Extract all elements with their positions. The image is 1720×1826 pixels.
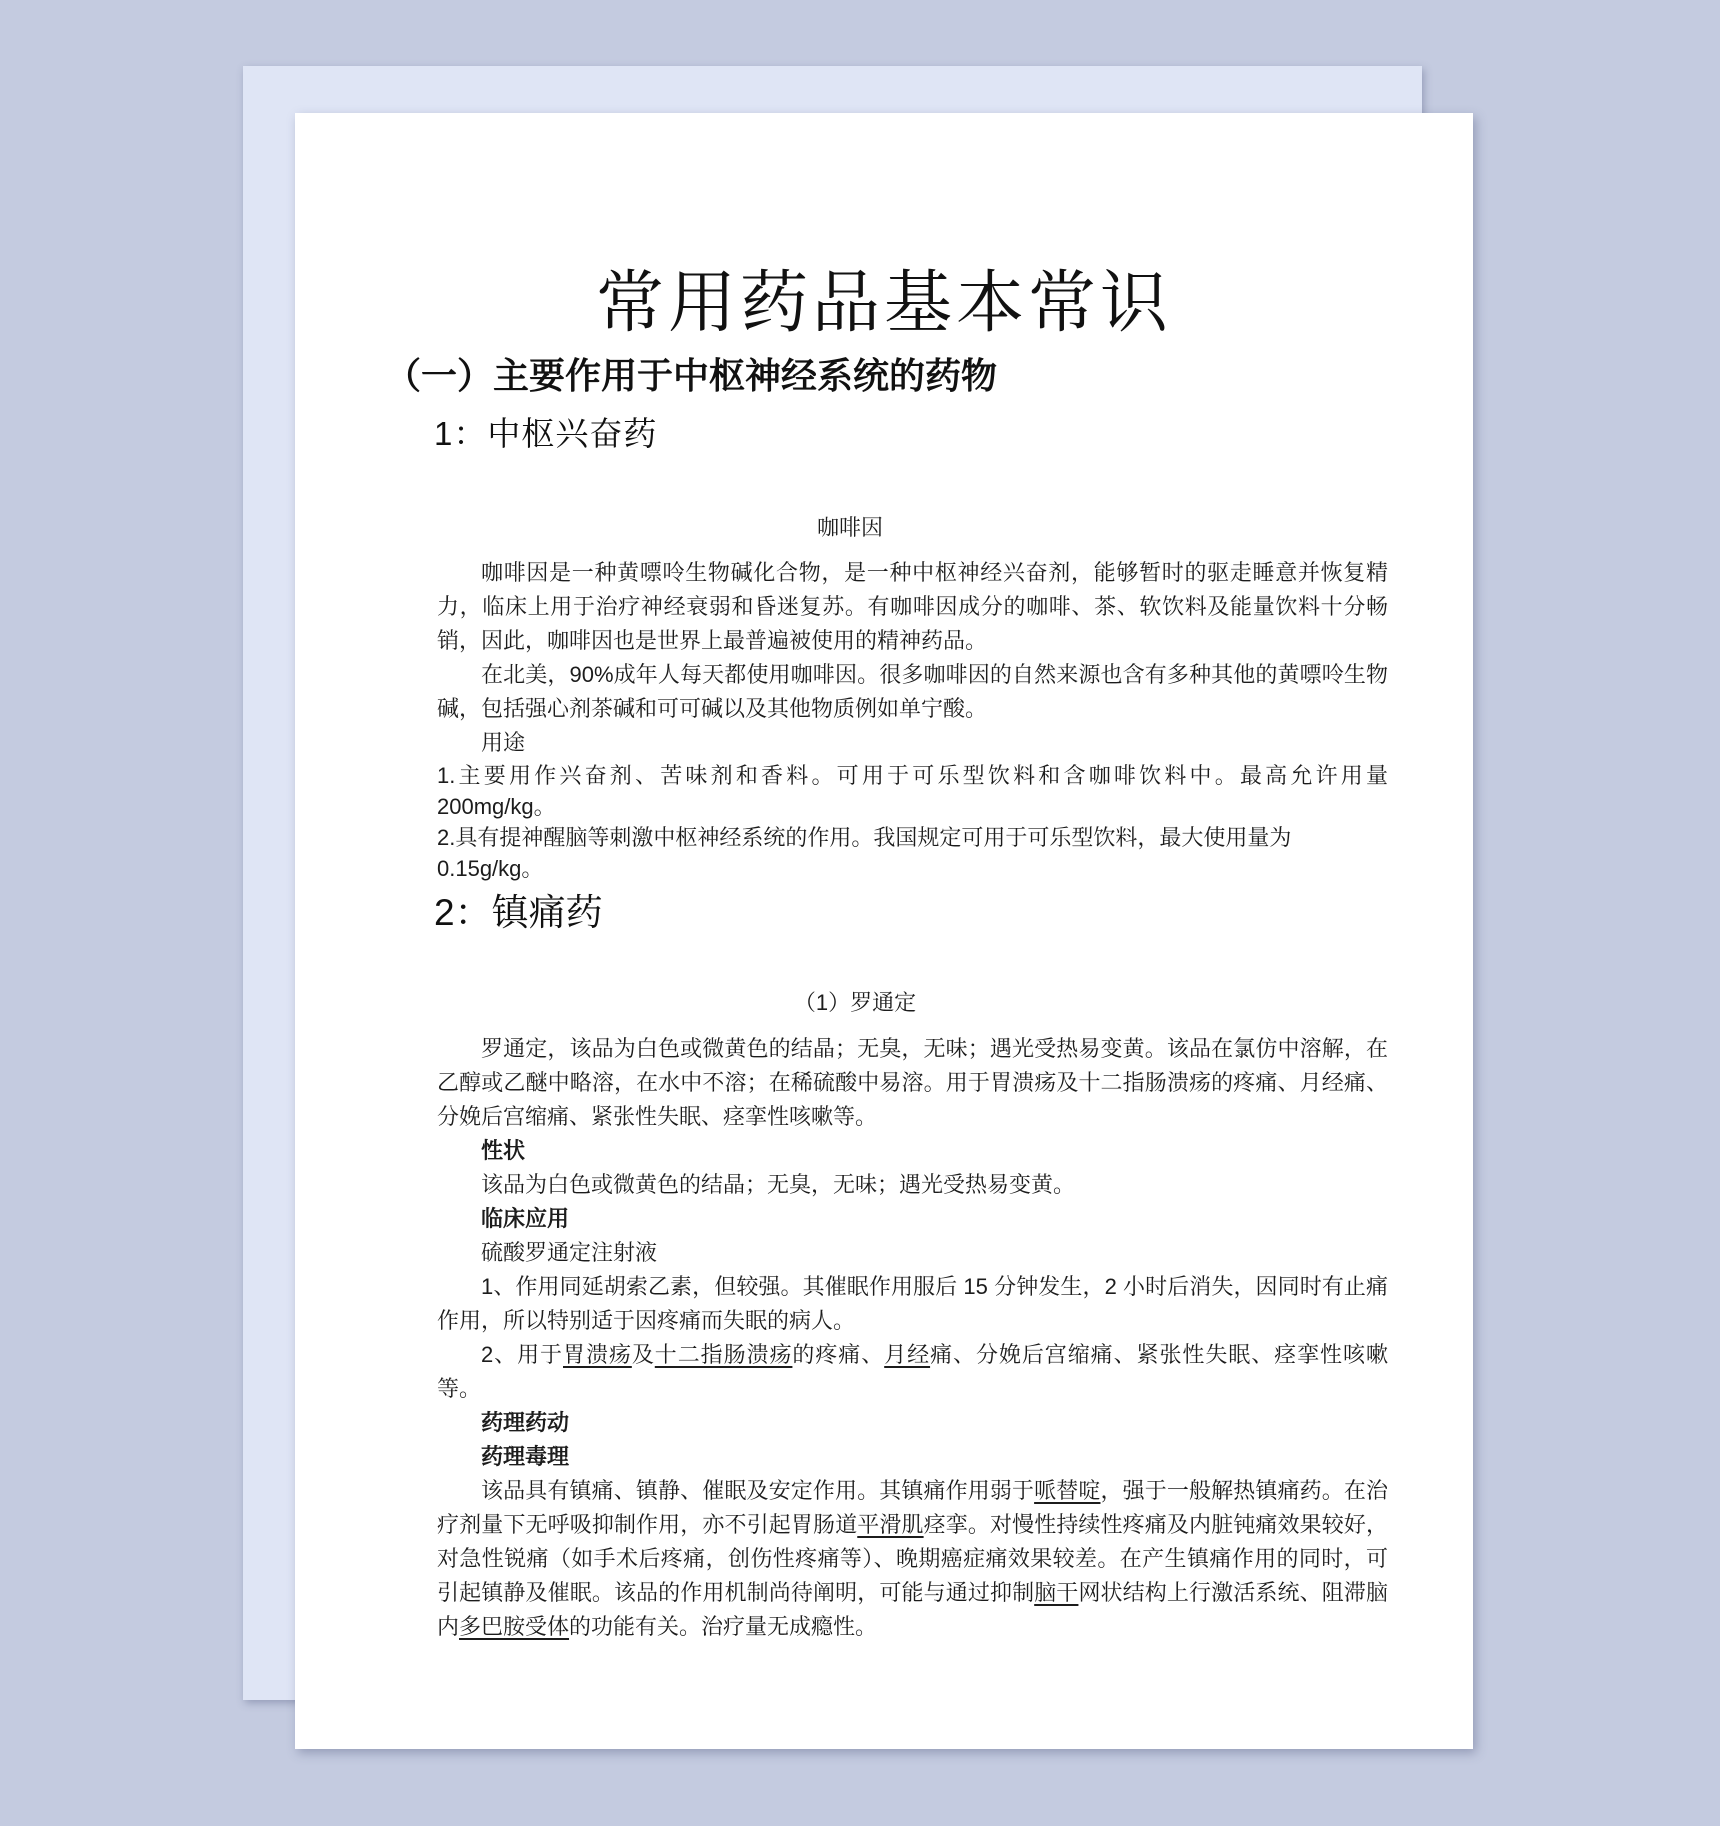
- uses-label: 用途: [481, 730, 526, 755]
- pharmacokinetics-label: 药理药动: [481, 1410, 570, 1435]
- subsection-heading-analgesics: 2：镇痛药: [434, 892, 603, 933]
- properties-label: 性状: [481, 1138, 526, 1163]
- text: 该品具有镇痛、镇静、催眠及安定作用。其镇痛作用弱于: [481, 1478, 1035, 1503]
- text: 痛、分娩后宫缩痛、紧张性失眠、痉挛性咳嗽等。: [437, 1342, 1388, 1401]
- clinical-label: 临床应用: [481, 1206, 570, 1231]
- caffeine-section: [437, 556, 1388, 884]
- paragraph: 罗通定，该品为白色或微黄色的结晶；无臭，无味；遇光受热易变黄。该品在氯仿中溶解，在乙醇或乙醚中略溶，在水中不溶；在稀硫酸中易溶。用于胃溃疡及十二指肠溃疡的疼痛、月经痛、分娩后宫缩痛、紧张性失眠、痉挛性咳嗽等。: [437, 1036, 1388, 1129]
- text: ，强于一般解热镇痛药。在治疗剂量下无呼吸抑制作用，亦不引起胃肠道: [437, 1478, 1388, 1537]
- paragraph: [437, 1474, 1388, 1644]
- text: 网状结构上行激活系统、阻滞脑内: [437, 1580, 1388, 1639]
- rotundine-section: [437, 1032, 1388, 1644]
- link-term[interactable]: 哌替啶: [1034, 1478, 1101, 1503]
- text: 2、用于: [481, 1342, 563, 1367]
- link-term[interactable]: 十二指肠溃疡: [654, 1342, 793, 1367]
- use-item: 1.主要用作兴奋剂、苦味剂和香料。可用于可乐型饮料和含咖啡饮料中。最高允许用量 200mg/kg。: [437, 763, 1388, 819]
- document-page: [295, 113, 1473, 1749]
- link-term[interactable]: 月经: [884, 1342, 931, 1367]
- link-term[interactable]: 多巴胺受体: [459, 1614, 570, 1639]
- document-content: [295, 263, 1473, 1644]
- section-heading: （一）主要作用于中枢神经系统的药物: [385, 355, 998, 396]
- text: 的疼痛、: [792, 1342, 885, 1367]
- document-title: 常用药品基本常识: [595, 265, 1172, 341]
- caffeine-heading: 咖啡因: [816, 515, 883, 540]
- link-term[interactable]: 胃溃疡: [563, 1342, 632, 1367]
- paragraph: 该品为白色或微黄色的结晶；无臭，无味；遇光受热易变黄。: [481, 1172, 1076, 1197]
- subsection-heading-stimulants: 1：中枢兴奋药: [434, 415, 658, 452]
- link-term[interactable]: 脑干: [1034, 1580, 1079, 1605]
- paragraph: [437, 1338, 1388, 1406]
- injection-label: 硫酸罗通定注射液: [481, 1240, 658, 1265]
- paragraph: 1、作用同延胡索乙素，但较强。其催眠作用服后 15 分钟发生，2 小时后消失，因同时有止痛作用，所以特别适于因疼痛而失眠的病人。: [437, 1274, 1388, 1333]
- paragraph: 在北美，90%成年人每天都使用咖啡因。很多咖啡因的自然来源也含有多种其他的黄嘌呤生物碱，包括强心剂茶碱和可可碱以及其他物质例如单宁酸。: [437, 662, 1388, 721]
- use-item: 2.具有提神醒脑等刺激中枢神经系统的作用。我国规定可用于可乐型饮料，最大使用量为0.15g/kg。: [437, 825, 1292, 881]
- text: 痉挛。对慢性持续性疼痛及内脏钝痛效果较好，对急性锐痛（如手术后疼痛，创伤性疼痛等）、晚期癌症痛效果较差。在产生镇痛作用的同时，可引起镇静及催眠。该品的作用机制尚待阐明，可能与通过抑制: [437, 1512, 1388, 1605]
- rotundine-heading: （1）罗通定: [793, 990, 917, 1015]
- text: 的功能有关。治疗量无成瘾性。: [569, 1614, 878, 1639]
- toxicology-label: 药理毒理: [481, 1444, 570, 1469]
- paragraph: 咖啡因是一种黄嘌呤生物碱化合物，是一种中枢神经兴奋剂，能够暂时的驱走睡意并恢复精力，临床上用于治疗神经衰弱和昏迷复苏。有咖啡因成分的咖啡、茶、软饮料及能量饮料十分畅销，因此，咖啡因也是世界上最普遍被使用的精神药品。: [437, 560, 1388, 653]
- link-term[interactable]: 平滑肌: [857, 1512, 924, 1537]
- text: 及: [631, 1342, 655, 1367]
